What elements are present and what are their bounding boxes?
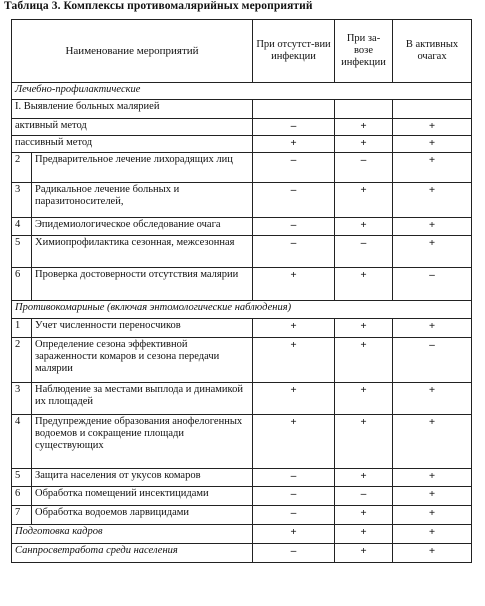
cell-no-infection — [253, 100, 335, 119]
cell-no-infection: + — [253, 338, 335, 383]
table-row — [12, 153, 472, 183]
table-row — [12, 119, 472, 136]
cell-import-infection: + — [335, 469, 393, 487]
cell-no-infection: – — [253, 218, 335, 236]
section-treatment: Лечебно-профилактические — [12, 83, 472, 100]
row-name: I. Выявление больных малярией — [12, 100, 253, 119]
row-number: 1 — [12, 319, 32, 338]
cell-active-foci: + — [393, 153, 472, 183]
cell-no-infection: + — [253, 268, 335, 301]
cell-import-infection: + — [335, 268, 393, 301]
row-name: Учет численности переносчиков — [32, 319, 253, 338]
table-row — [12, 100, 472, 119]
cell-active-foci: + — [393, 415, 472, 469]
row-number: 6 — [12, 487, 32, 506]
table-row — [12, 506, 472, 525]
cell-import-infection: + — [335, 544, 393, 563]
cell-active-foci: + — [393, 183, 472, 218]
cell-active-foci: + — [393, 544, 472, 563]
row-name: Химиопрофилактика сезонная, межсезонная — [32, 236, 253, 268]
row-name: Радикальное лечение больных и паразитоносителей, — [32, 183, 253, 218]
cell-no-infection: – — [253, 544, 335, 563]
table-row — [12, 236, 472, 268]
row-name: Определение сезона эффективной зараженности комаров и сезона передачи малярии — [32, 338, 253, 383]
cell-no-infection: – — [253, 183, 335, 218]
cell-active-foci: + — [393, 119, 472, 136]
cell-no-infection: – — [253, 506, 335, 525]
cell-import-infection: + — [335, 319, 393, 338]
section-row — [12, 83, 472, 100]
table-row — [12, 319, 472, 338]
measures-table — [11, 19, 472, 563]
cell-import-infection: + — [335, 383, 393, 415]
table-row — [12, 415, 472, 469]
cell-active-foci: + — [393, 136, 472, 153]
table-row — [12, 268, 472, 301]
table-row — [12, 383, 472, 415]
row-name: Предварительное лечение лихорадящих лиц — [32, 153, 253, 183]
row-name: пассивный метод — [12, 136, 253, 153]
section-mosquito: Противокомариные (включая энтомологические наблюдения) — [12, 301, 472, 319]
row-number: 2 — [12, 153, 32, 183]
section-row — [12, 544, 472, 563]
section-row — [12, 301, 472, 319]
row-name: Эпидемиологическое обследование очага — [32, 218, 253, 236]
cell-active-foci: – — [393, 338, 472, 383]
section-row — [12, 525, 472, 544]
cell-no-infection: – — [253, 469, 335, 487]
row-name: Обработка водоемов ларвицидами — [32, 506, 253, 525]
cell-import-infection: + — [335, 506, 393, 525]
row-name: Защита населения от укусов комаров — [32, 469, 253, 487]
cell-active-foci: + — [393, 218, 472, 236]
cell-active-foci — [393, 100, 472, 119]
row-name: Наблюдение за местами выплода и динамикой их площадей — [32, 383, 253, 415]
header-name: Наименование мероприятий — [12, 20, 253, 83]
table-row — [12, 469, 472, 487]
cell-no-infection: – — [253, 153, 335, 183]
header-row — [12, 20, 472, 83]
row-number: 2 — [12, 338, 32, 383]
cell-import-infection: + — [335, 338, 393, 383]
cell-import-infection — [335, 100, 393, 119]
cell-active-foci: + — [393, 319, 472, 338]
cell-active-foci: + — [393, 487, 472, 506]
cell-no-infection: + — [253, 136, 335, 153]
cell-no-infection: + — [253, 383, 335, 415]
cell-no-infection: – — [253, 236, 335, 268]
cell-active-foci: + — [393, 236, 472, 268]
cell-no-infection: – — [253, 487, 335, 506]
section-staff: Подготовка кадров — [12, 525, 253, 544]
cell-no-infection: – — [253, 119, 335, 136]
cell-import-infection: + — [335, 136, 393, 153]
row-name: активный метод — [12, 119, 253, 136]
row-name: Обработка помещений инсектицидами — [32, 487, 253, 506]
table-row — [12, 183, 472, 218]
row-number: 4 — [12, 218, 32, 236]
row-number: 4 — [12, 415, 32, 469]
row-number: 6 — [12, 268, 32, 301]
cell-import-infection: + — [335, 119, 393, 136]
header-no-infection: При отсутст-вии инфекции — [253, 20, 335, 83]
cell-active-foci: + — [393, 506, 472, 525]
row-number: 5 — [12, 469, 32, 487]
table-row — [12, 487, 472, 506]
cell-import-infection: + — [335, 415, 393, 469]
header-active-foci: В активных очагах — [393, 20, 472, 83]
row-number: 3 — [12, 183, 32, 218]
cell-no-infection: + — [253, 319, 335, 338]
cell-import-infection: + — [335, 183, 393, 218]
header-import-infection: При за-возе инфекции — [335, 20, 393, 83]
row-number: 7 — [12, 506, 32, 525]
cell-active-foci: + — [393, 469, 472, 487]
row-name: Предупреждение образования анофелогенных водоемов и сокращение площади существующих — [32, 415, 253, 469]
table-row — [12, 338, 472, 383]
table-row — [12, 218, 472, 236]
cell-active-foci: + — [393, 383, 472, 415]
table-row — [12, 136, 472, 153]
cell-import-infection: – — [335, 236, 393, 268]
cell-import-infection: + — [335, 525, 393, 544]
row-number: 5 — [12, 236, 32, 268]
cell-import-infection: – — [335, 153, 393, 183]
row-number: 3 — [12, 383, 32, 415]
cell-import-infection: + — [335, 218, 393, 236]
section-education: Санпросветработа среди населения — [12, 544, 253, 563]
table-caption: Таблица 3. Комплексы противомалярийных мероприятий — [4, 0, 313, 12]
cell-import-infection: – — [335, 487, 393, 506]
cell-active-foci: – — [393, 268, 472, 301]
row-name: Проверка достоверности отсутствия малярии — [32, 268, 253, 301]
cell-active-foci: + — [393, 525, 472, 544]
cell-no-infection: + — [253, 525, 335, 544]
cell-no-infection: + — [253, 415, 335, 469]
